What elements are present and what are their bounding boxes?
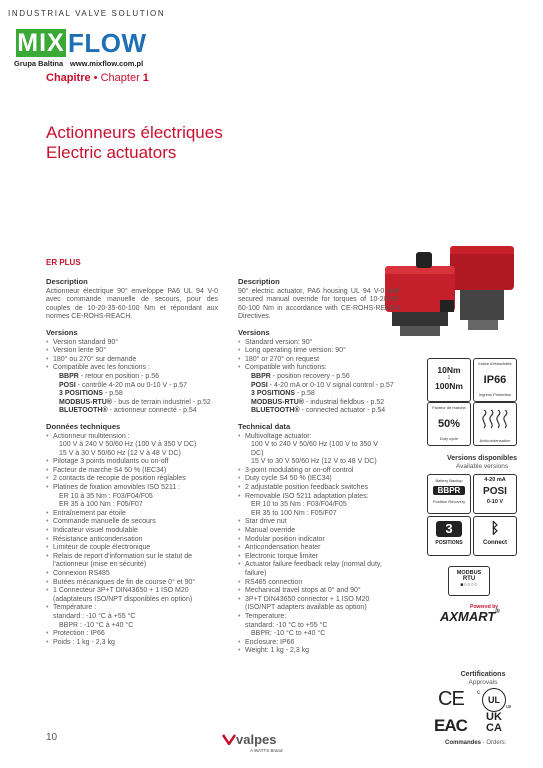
description-title-fr: Description	[46, 277, 88, 286]
positions-label: POSITIONS	[435, 540, 463, 546]
tech-spec-item: ER 35 à 100 Nm : F05/F07	[59, 501, 143, 509]
valpes-logo-icon	[222, 733, 236, 745]
duty-caption: Facteur de marche	[432, 405, 466, 410]
tech-spec-item: BBPR : -10 °C à +40 °C	[59, 621, 134, 629]
model-name: ER PLUS	[46, 258, 81, 267]
valpes-brand: valpes	[236, 732, 277, 747]
versions-list-en	[238, 339, 418, 373]
tech-spec-item: • Température :	[46, 604, 218, 613]
chapter-num: 1	[139, 72, 149, 84]
chapter-en: Chapter	[100, 72, 140, 84]
tech-spec-item: 15 V à 30 V 50/60 Hz (12 V à 48 V DC)	[59, 449, 181, 457]
functions-list-fr	[46, 373, 218, 416]
logo-mix: MIX	[17, 29, 65, 57]
duty-cycle-badge	[427, 402, 471, 446]
arrow-icon: ↕	[447, 374, 451, 381]
tech-spec-item: • 3-point modulating or on-off control	[238, 467, 388, 476]
versions-title-fr: Versions	[46, 327, 78, 337]
chapter-heading	[46, 72, 149, 84]
function-name: BBPR	[251, 372, 271, 380]
function-desc: - connected actuator - p.54	[299, 407, 386, 415]
torque-min-label: 10Nm	[437, 365, 461, 375]
versions-available-subtitle: Available versions	[455, 463, 509, 470]
logo-flow: FLOW	[68, 28, 147, 58]
function-name: POSI	[59, 381, 76, 389]
function-name: MODBUS-RTU®	[59, 398, 112, 406]
version-item: • Compatible with functions:	[238, 364, 418, 373]
description-text-fr: Actionneur électrique 90° enveloppe PA6 UL 94 V-0 avec commande manuelle de secours, pour des couples de 10-20-35-60-100 Nm et répondant aux normes CE-ROHS-REACH.	[46, 287, 218, 321]
description-title-en: Description	[238, 277, 280, 286]
bbpr-badge	[427, 474, 471, 514]
tech-spec-item: • Multivoltage actuator:	[238, 433, 388, 442]
ip-rating-badge	[473, 358, 517, 402]
tech-spec-item: • Protection : IP66	[46, 630, 218, 639]
tech-spec-item: 15 V to 30 V 50/60 Hz (12 V to 48 V DC)	[251, 458, 377, 466]
version-item: • Compatible avec les fonctions :	[46, 364, 218, 373]
bbpr-top-label: Battery Backup	[435, 478, 463, 483]
duty-caption-en: Duty cycle	[439, 436, 459, 441]
page-number: 10	[46, 732, 58, 743]
axmart-label: AXMART	[440, 609, 496, 624]
tech-list-fr	[46, 433, 218, 648]
function-desc: - position recovery - p.56	[270, 372, 350, 380]
function-item	[46, 407, 218, 416]
tech-spec-item: standard : -10 °C à +55 °C	[53, 612, 136, 620]
duty-value: 50%	[437, 418, 461, 430]
ip-caption-en: Ingress Protection	[478, 392, 512, 397]
function-desc: - industrial fieldbus - p.52	[304, 398, 385, 406]
description-text-en: 90° electric actuator, PA6 housing UL 94 V-0 with secured manual override for torques of 10-20-35-60-100 Nm in accordance with CE-ROHS-REACH Directives.	[238, 287, 400, 321]
function-name: 3 POSITIONS	[251, 390, 295, 398]
tech-spec-item: • Enclosure: IP66	[238, 639, 388, 648]
version-item: • Version lente 90°	[46, 347, 218, 356]
version-item: • Standard version: 90°	[238, 339, 418, 348]
chapter-sep: •	[90, 72, 101, 84]
versions-title-en: Versions	[238, 327, 270, 337]
function-name: BBPR	[59, 372, 79, 380]
version-item: • Long operating time version: 90°	[238, 347, 418, 356]
function-name: BLUETOOTH®	[251, 407, 300, 415]
ul-mark-icon	[482, 688, 506, 712]
bbpr-label: BBPR	[433, 486, 465, 495]
tech-spec-item: • Weight: 1 kg - 2,3 kg	[238, 647, 388, 656]
tech-spec-item: • Entraînement par étoile	[46, 510, 218, 519]
tech-title-en: Technical data	[238, 421, 291, 431]
tech-title-fr: Données techniques	[46, 421, 121, 431]
version-item: • 180° ou 270° sur demande	[46, 356, 218, 365]
certifications-title: Certifications	[460, 671, 506, 678]
three-label: 3	[436, 521, 462, 537]
tech-spec-item: • 1 Connecteur 3P+T DIN43650 + 1 ISO M20 (adaptateurs ISO/NPT disponibles en option)	[46, 587, 218, 604]
function-name: POSI	[251, 381, 268, 389]
column-french	[46, 278, 218, 654]
modbus-rtu-badge	[448, 566, 490, 596]
torque-range-badge	[427, 358, 471, 402]
posi-bottom-label: 0-10 V	[486, 499, 504, 505]
ukca-mark-icon	[481, 712, 507, 734]
modbus-bottom-label: RTU	[462, 576, 476, 582]
tech-spec-item: • Anticondensation heater	[238, 544, 388, 553]
tech-spec-item: • Actuator failure feedback relay (normal duty, failure)	[238, 561, 388, 578]
tech-spec-item: • Duty cycle S4 50 % (IEC34)	[238, 475, 388, 484]
orders-text: - Orders:	[481, 740, 507, 746]
function-desc: - bus de terrain industriel - p.52	[112, 398, 211, 406]
tech-spec-item: • Butées mécaniques de fin de course 0° et 90°	[46, 579, 218, 588]
connector-icon: ■○○○○	[460, 582, 478, 588]
tech-spec-item: ER 10 à 35 Nm : F03/F04/F05	[59, 492, 153, 500]
tech-list-en	[238, 433, 388, 656]
tech-spec-item: ER 10 to 35 Nm : F03/F04/F05	[251, 501, 347, 509]
function-item	[46, 390, 218, 399]
tech-spec-item: • Indicateur visuel modulable	[46, 527, 218, 536]
function-item	[238, 382, 418, 391]
function-desc: - actionneur connecté - p.54	[107, 407, 197, 415]
posi-badge	[473, 474, 517, 514]
axmart-logo	[440, 609, 500, 624]
function-item	[238, 407, 418, 416]
tech-spec-item: • Modular position indicator	[238, 536, 388, 545]
tech-spec-item: • Actionneur multitension :	[46, 433, 218, 442]
tech-spec-item: • Star drive nut	[238, 518, 388, 527]
chapter-fr: Chapitre	[46, 72, 91, 84]
tech-spec-item: BBPR: -10 °C to +40 °C	[251, 630, 326, 638]
ukca-bottom: CA	[486, 722, 502, 734]
powered-by-label: Powered by	[470, 604, 499, 610]
column-english	[238, 278, 418, 663]
functions-list-en	[238, 373, 418, 416]
version-item: • 180° or 270° on request	[238, 356, 418, 365]
ukca-top: UK	[486, 711, 502, 723]
tech-spec-item: • Connexion RS485	[46, 570, 218, 579]
tech-spec-item: • 2 contacts de recopie de position réglables	[46, 475, 218, 484]
function-desc: - 4-20 mA or 0-10 V signal control - p.57	[267, 381, 394, 389]
tech-spec-item: • RS485 connection	[238, 579, 388, 588]
ul-us-label: us	[506, 704, 512, 710]
ce-mark-icon: CE	[438, 688, 464, 710]
version-item: • Version standard 90°	[46, 339, 218, 348]
function-name: 3 POSITIONS	[59, 390, 103, 398]
ul-label: UL	[488, 695, 500, 705]
orders-label	[445, 740, 506, 746]
tech-spec-item: standard: -10 °C to +55 °C	[245, 621, 328, 629]
tech-spec-item: 100 V to 240 V 50/60 Hz (100 V to 350 V DC)	[251, 441, 378, 457]
tech-spec-item: • Résistance anticondensation	[46, 536, 218, 545]
function-desc: - p.58	[294, 390, 315, 398]
versions-available-title: Versions disponibles	[446, 455, 518, 462]
ul-c-label: c	[477, 690, 480, 696]
bluetooth-connect-badge	[473, 516, 517, 556]
tech-spec-item: • Temperature:	[238, 613, 388, 622]
function-item	[46, 382, 218, 391]
tech-spec-item: • Platines de fixation amovibles ISO 5211 :	[46, 484, 218, 493]
page-title-en: Electric actuators	[46, 143, 177, 162]
function-name: BLUETOOTH®	[59, 407, 108, 415]
tech-spec-item: • Manual override	[238, 527, 388, 536]
versions-list-fr	[46, 339, 218, 373]
logo-company: Grupa Baltina	[14, 59, 64, 68]
tech-spec-item: • Facteur de marche S4 50 % (IEC34)	[46, 467, 218, 476]
tech-spec-item: 100 V à 240 V 50/60 Hz (100 V à 350 V DC)	[59, 441, 197, 449]
tech-spec-item: • Poids : 1 kg - 2,3 kg	[46, 639, 218, 648]
watts-brand: A WATTS Brand	[250, 748, 283, 753]
three-positions-badge	[427, 516, 471, 556]
function-desc: - retour en position - p.56	[78, 372, 159, 380]
function-item	[238, 390, 418, 399]
tech-spec-item: ER 35 to 100 Nm : F05/F07	[251, 509, 337, 517]
tech-spec-item: • Mechanical travel stops at 0° and 90°	[238, 587, 388, 596]
tech-spec-item: • Electronic torque limiter	[238, 553, 388, 562]
connect-label: Connect	[483, 540, 507, 546]
eac-mark-icon: EAC	[434, 716, 467, 735]
axmart-reg: ®	[495, 609, 500, 615]
page-title-fr: Actionneurs électriques	[46, 123, 223, 142]
logo-tagline: INDUSTRIAL VALVE SOLUTION	[8, 9, 166, 18]
function-desc: - p.58	[102, 390, 123, 398]
logo-website: www.mixflow.com.pl	[70, 59, 144, 68]
orders-bold: Commandes	[445, 740, 482, 746]
heat-waves-icon	[480, 410, 510, 430]
ip-caption: Indice d'étanchéité	[478, 361, 512, 366]
torque-max-label: 100Nm	[435, 381, 463, 391]
function-desc: - contrôle 4-20 mA ou 0-10 V - p.57	[75, 381, 188, 389]
function-item	[46, 373, 218, 382]
tech-spec-item: • Commande manuelle de secours	[46, 518, 218, 527]
function-item	[238, 373, 418, 382]
tech-spec-item: • 3P+T DIN43650 connector + 1 ISO M20 (ISO/NPT adapters available as option)	[238, 596, 388, 613]
tech-spec-item: • Removable ISO 5211 adaptation plates:	[238, 493, 388, 502]
ip-value: IP66	[483, 374, 507, 386]
anticondensation-badge	[473, 402, 517, 446]
tech-spec-item: • 2 adjustable position feedback switches	[238, 484, 388, 493]
tech-spec-item: • Limiteur de couple électronique	[46, 544, 218, 553]
tech-spec-item: • Pilotage 3 points modulants ou on-off	[46, 458, 218, 467]
modbus-top-label: MODBUS	[456, 570, 482, 576]
function-name: MODBUS-RTU®	[251, 398, 304, 406]
posi-label: POSI	[483, 486, 507, 497]
bbpr-bottom-label: Position Recovery	[432, 499, 466, 504]
anticond-caption: Anticondensation	[479, 438, 511, 443]
certifications-subtitle: Approvals	[468, 679, 498, 686]
posi-top-label: 4-20 mA	[484, 477, 506, 483]
tech-spec-item: • Relais de report d'information sur le statut de l'actionneur (mise en sécurité)	[46, 553, 218, 570]
bluetooth-icon: ᛒ	[490, 520, 500, 537]
